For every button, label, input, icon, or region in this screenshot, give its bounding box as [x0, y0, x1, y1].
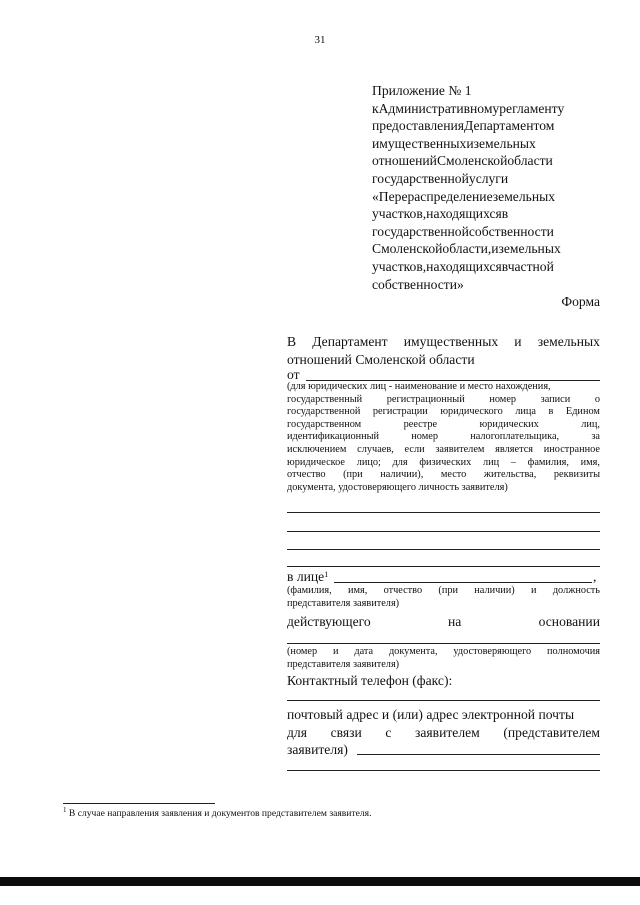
- appendix-line: [372, 117, 600, 135]
- word: дата: [354, 646, 374, 657]
- appendix-line: [372, 152, 600, 170]
- word: наличии): [474, 585, 515, 596]
- word: является: [495, 443, 534, 455]
- recipient: [287, 333, 600, 368]
- word: регистрации: [372, 406, 428, 418]
- word: (при: [438, 585, 458, 596]
- word: налогоплательщика,: [470, 431, 560, 443]
- word: находящихся: [426, 258, 502, 274]
- word: «Перераспределение: [372, 188, 493, 204]
- hint-line: [287, 469, 600, 482]
- word: предоставления: [372, 118, 465, 134]
- word: государственный: [287, 393, 363, 405]
- word: Департаментом: [464, 118, 555, 134]
- word: имущественных: [403, 334, 499, 349]
- word: фамилия,: [527, 456, 569, 468]
- word: отчество: [287, 469, 326, 481]
- word: случаев,: [357, 443, 394, 455]
- word: в: [548, 406, 554, 418]
- word: отчество: [383, 585, 423, 596]
- word: участков,: [372, 206, 427, 222]
- word: государственной: [372, 223, 469, 239]
- hint-line: [287, 406, 600, 419]
- hint-line: [287, 585, 600, 598]
- representative-field[interactable]: [334, 582, 592, 583]
- word: номер: [489, 393, 517, 405]
- word: записи: [540, 393, 571, 405]
- word: (номер: [287, 646, 318, 657]
- word: для: [287, 724, 307, 740]
- word: физических: [419, 456, 472, 468]
- acting-row: [287, 613, 600, 631]
- word: и: [332, 646, 339, 657]
- appendix-line: [372, 135, 600, 153]
- word: исключением: [287, 443, 347, 455]
- word: частной: [507, 258, 554, 274]
- hint-line: документа, удостоверяющего личность заявителя): [287, 481, 508, 493]
- word: документа,: [388, 646, 438, 657]
- word: реестре: [403, 418, 438, 430]
- address-block: [287, 706, 600, 759]
- word: юридическое: [287, 456, 346, 468]
- word: земельных: [537, 334, 600, 349]
- word: за: [591, 431, 600, 443]
- appendix-line: [372, 100, 600, 118]
- footnote-separator: [63, 803, 215, 804]
- recipient-line: отношений Смоленской области: [287, 351, 475, 367]
- from-continuation-line[interactable]: [287, 531, 600, 532]
- appendix-line: [372, 188, 600, 206]
- hint-line: представителя заявителя): [287, 597, 400, 609]
- word: удостоверяющего: [453, 646, 532, 657]
- word: собственности: [468, 223, 554, 239]
- word: о: [594, 393, 600, 405]
- from-continuation-line[interactable]: [287, 566, 600, 567]
- word: (при: [343, 469, 363, 481]
- word: государственной: [287, 406, 361, 418]
- representative-hint: [287, 585, 600, 610]
- acting-hint: [287, 646, 600, 671]
- word: место: [440, 469, 467, 481]
- word: земельных: [498, 241, 561, 257]
- footnote-mark: 1: [63, 806, 67, 814]
- word: Едином: [565, 406, 600, 418]
- word: государственном: [287, 418, 362, 430]
- word: иностранное: [543, 443, 600, 455]
- form-label: Форма: [561, 294, 600, 309]
- appendix-line: [372, 223, 600, 241]
- representative-label: в лице: [287, 569, 325, 584]
- acting-line: [287, 613, 600, 631]
- word: реквизиты: [553, 469, 600, 481]
- word: (представителем: [503, 724, 600, 740]
- hint-line: [287, 419, 600, 432]
- word: идентификационный: [287, 431, 380, 443]
- from-continuation-line[interactable]: [287, 549, 600, 550]
- word: наличии),: [380, 469, 424, 481]
- word: –: [510, 456, 516, 468]
- address-line: заявителя): [287, 742, 348, 758]
- word: должность: [552, 585, 600, 596]
- word: связи: [330, 724, 362, 740]
- word: услуги: [468, 170, 509, 186]
- hint-line: [287, 457, 600, 470]
- appendix-line: [372, 205, 600, 223]
- representative-comma: ,: [593, 569, 597, 584]
- word: Смоленской: [372, 241, 443, 257]
- word: имя,: [347, 585, 368, 596]
- appendix-line: собственности»: [372, 276, 464, 292]
- word: имя,: [580, 456, 600, 468]
- phone-field[interactable]: [287, 700, 600, 701]
- address-line: [287, 724, 600, 742]
- address-line: почтовый адрес и (или) адрес электронной почты: [287, 707, 575, 722]
- word: Департамент: [312, 334, 388, 349]
- word: юридического: [440, 406, 503, 418]
- word: заявителем: [415, 724, 480, 740]
- hint-line: [287, 646, 600, 659]
- word: лицо;: [356, 456, 381, 468]
- hint-line: [287, 431, 600, 444]
- word: с: [385, 724, 392, 740]
- word: лица: [515, 406, 536, 418]
- hint-line: представителя заявителя): [287, 658, 400, 670]
- scan-edge-bar: [0, 877, 640, 886]
- word: в: [501, 206, 509, 222]
- word: Смоленской: [436, 153, 508, 169]
- appendix-line: [372, 240, 600, 258]
- word: участков,: [372, 258, 427, 274]
- word: если: [404, 443, 425, 455]
- acting-word: на: [447, 614, 462, 629]
- hint-line: [287, 444, 600, 457]
- word: в: [501, 258, 508, 274]
- appendix-header: [372, 82, 600, 293]
- word: и: [491, 241, 499, 257]
- word: к: [372, 100, 379, 116]
- word: государственной: [372, 170, 469, 186]
- word: находящихся: [426, 206, 502, 222]
- from-label: от: [287, 367, 300, 382]
- appendix-line: [372, 258, 600, 276]
- word: земельных: [492, 188, 556, 204]
- hint-line: (для юридических лиц - наименование и место нахождения,: [287, 381, 551, 392]
- footnote: [63, 808, 372, 819]
- word: юридических: [479, 418, 539, 430]
- word: отношений: [372, 153, 437, 169]
- word: жительства,: [483, 469, 537, 481]
- word: для: [392, 456, 408, 468]
- word: и: [514, 334, 522, 349]
- hint-line: [287, 394, 600, 407]
- word: лиц,: [581, 418, 600, 430]
- word: имущественных: [372, 135, 467, 151]
- address-continuation-line[interactable]: [287, 770, 600, 771]
- word: лиц: [483, 456, 500, 468]
- word: заявителем: [435, 443, 485, 455]
- word: В: [287, 334, 297, 349]
- footnote-mark: 1: [324, 570, 329, 579]
- word: области,: [442, 241, 492, 257]
- address-field[interactable]: [357, 754, 600, 755]
- word: и: [466, 135, 474, 151]
- appendix-line: [372, 170, 600, 188]
- acting-word: основании: [538, 614, 600, 629]
- word: регламенту: [499, 100, 565, 116]
- acting-field[interactable]: [287, 643, 600, 644]
- page-number: 31: [314, 34, 326, 46]
- word: области: [507, 153, 553, 169]
- acting-word: действующего: [287, 614, 371, 629]
- word: номер: [411, 431, 438, 443]
- appendix-line: Приложение № 1: [372, 83, 472, 98]
- from-hint: [287, 381, 600, 494]
- word: (фамилия,: [287, 585, 332, 596]
- from-continuation-line[interactable]: [287, 512, 600, 513]
- word: регистрационный: [386, 393, 465, 405]
- word: Административному: [378, 100, 500, 116]
- word: и: [531, 585, 537, 596]
- word: земельных: [473, 135, 536, 151]
- footnote-text: В случае направления заявления и документов представителем заявителя.: [68, 808, 372, 819]
- phone-label: Контактный телефон (факс):: [287, 673, 453, 688]
- recipient-line: [287, 333, 600, 351]
- word: полномочия: [547, 646, 600, 657]
